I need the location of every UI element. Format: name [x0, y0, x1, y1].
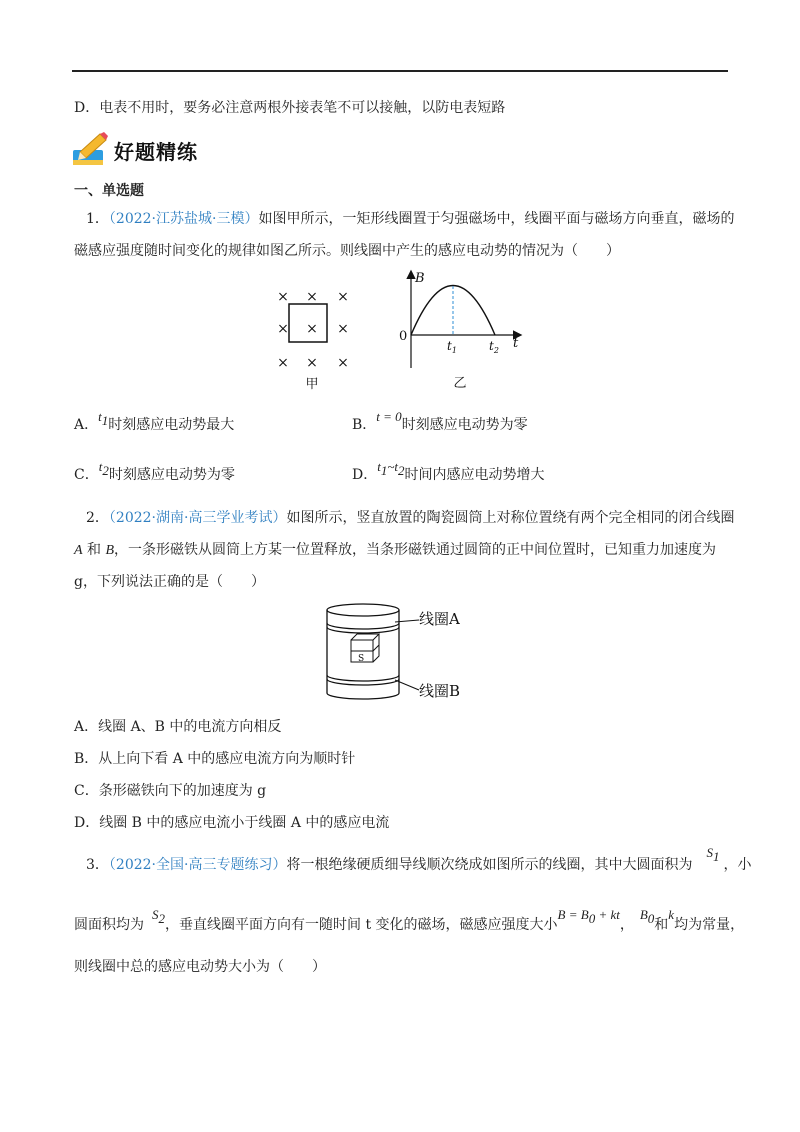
q1-option-c[interactable]: C．$t_2$时刻感应电动势为零 — [74, 459, 235, 483]
q1-figure-b — [395, 262, 530, 392]
field-cross: × — [337, 289, 349, 305]
q2-text1: 如图所示，竖直放置的陶瓷圆筒上对称位置绕有两个完全相同的闭合线圈 — [286, 510, 735, 526]
coil-a-ring — [327, 623, 399, 629]
q1-text1: 如图甲所示，一矩形线圈置于匀强磁场中，线圈平面与磁场方向垂直，磁场的 — [258, 211, 735, 227]
coil-a-label: 线圈A — [419, 610, 460, 628]
q2-line2: A 和 B，一条形磁铁从圆筒上方某一位置释放，当条形磁铁通过圆筒的正中间位置时，已知重力加速度为 — [74, 542, 717, 558]
q2-option-c[interactable]: C．条形磁铁向下的加速度为 g — [74, 783, 267, 799]
q2-number: 2． — [86, 510, 109, 526]
q2-figure — [325, 600, 500, 705]
q2-source: （2022·湖南·高三学业考试） — [108, 510, 287, 526]
q2-option-d[interactable]: D．线圈 B 中的感应电流小于线圈 A 中的感应电流 — [74, 815, 390, 831]
q3-number: 3． — [86, 857, 109, 873]
coil-b-label: 线圈B — [419, 682, 461, 700]
banner-title: 好题精练 — [114, 140, 198, 164]
q1-figure-a — [270, 282, 360, 392]
field-cross: × — [277, 321, 289, 337]
figure-a-caption: 甲 — [305, 377, 319, 392]
q3-line3: 则线圈中总的感应电动势大小为（ ） — [74, 959, 326, 975]
field-cross: × — [306, 321, 318, 337]
pencil-book-icon — [70, 130, 110, 170]
t1-label: $t_1$ — [447, 339, 457, 355]
banner — [70, 130, 210, 170]
previous-option-d: D．电表不用时，要务必注意两根外接表笔不可以接触，以防电表短路 — [74, 100, 506, 116]
field-cross: × — [306, 289, 318, 305]
cylinder-top — [327, 604, 399, 616]
y-axis-label: B — [415, 271, 425, 286]
magnet-s-label: S — [358, 654, 365, 664]
coil-b-ring — [327, 675, 399, 681]
q1-option-b[interactable]: B．t = 0时刻感应电动势为零 — [352, 409, 528, 433]
q3-source: （2022·全国·高三专题练习） — [108, 857, 287, 873]
field-cross: × — [337, 321, 349, 337]
q1-line1 — [86, 209, 734, 229]
q1-option-d[interactable]: D．$t_1\sim t_2$时间内感应电动势增大 — [352, 459, 545, 483]
header-rule — [72, 70, 728, 72]
q1-option-a[interactable]: A．$t_1$时刻感应电动势最大 — [74, 409, 235, 433]
field-cross: × — [277, 289, 289, 305]
q3-line2: 圆面积均为$S_2$，垂直线圈平面方向有一随时间 t 变化的磁场，磁感应强度大小$B = B_0$ + kt，$B_0$和k均为常量， — [74, 907, 745, 933]
q3-line1: 3．（2022·全国·高三专题练习）将一根绝缘硬质细导线顺次绕成如图所示的线圈，其中大圆面积为$S_1$，小 — [86, 845, 752, 873]
x-axis-label: t — [513, 336, 519, 351]
q2-line1 — [86, 508, 734, 528]
field-cross: × — [337, 355, 349, 371]
cylinder-bottom — [327, 693, 399, 699]
q1-source: （2022·江苏盐城·三模） — [108, 211, 259, 227]
origin-label: 0 — [399, 329, 408, 344]
q2-option-a[interactable]: A．线圈 A、B 中的电流方向相反 — [74, 719, 282, 735]
q2-option-b[interactable]: B．从上向下看 A 中的感应电流方向为顺时针 — [74, 751, 356, 767]
section-title: 一、单选题 — [74, 183, 144, 199]
figure-b-caption: 乙 — [453, 376, 467, 391]
bar-magnet — [351, 634, 379, 662]
q1-line2: 磁感应强度随时间变化的规律如图乙所示。则线圈中产生的感应电动势的情况为（ ） — [74, 243, 620, 259]
q1-number: 1． — [86, 211, 109, 227]
field-cross: × — [277, 355, 289, 371]
t2-label: $t_2$ — [489, 339, 499, 355]
field-cross: × — [306, 355, 318, 371]
q2-line3: g，下列说法正确的是（ ） — [74, 574, 265, 590]
